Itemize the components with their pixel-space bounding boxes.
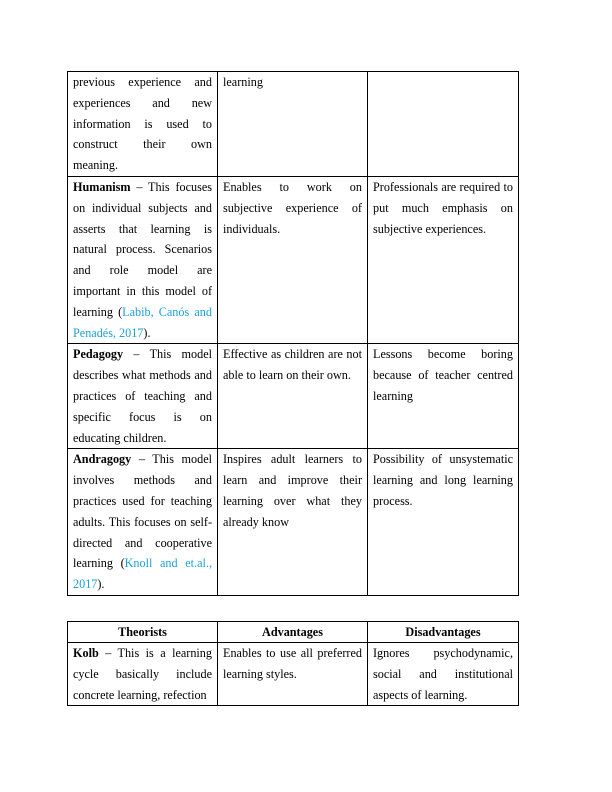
theorist-name: Kolb: [73, 646, 99, 660]
citation-link[interactable]: Knoll and et.al., 2017: [73, 556, 212, 592]
advantage-cell: Effective as children are not able to learn on their own.: [218, 344, 368, 449]
disadvantage-cell: [368, 72, 519, 177]
theory-cell: [68, 449, 218, 596]
theory-name: Andragogy: [73, 452, 132, 467]
theory-description: – This model involves methods and practices used for teaching adults. This focuses on self-directed and cooperative learning (: [73, 452, 212, 571]
advantage-cell: Inspires adult learners to learn and improve their learning over what they already know: [218, 449, 368, 596]
table-row: [68, 177, 519, 344]
disadvantage-cell: Possibility of unsystematic learning and long learning process.: [368, 449, 519, 596]
advantage-cell: Enables to work on subjective experience of individuals.: [218, 177, 368, 344]
header-disadvantages: Disadvantages: [368, 622, 519, 643]
advantage-cell: learning: [218, 72, 368, 177]
learning-theories-table: [67, 71, 519, 596]
advantage-cell: Enables to use all preferred learning styles.: [218, 643, 368, 706]
theory-cell: [68, 72, 218, 177]
table-row: [68, 344, 519, 449]
header-theorists: Theorists: [68, 622, 218, 643]
table-row: [68, 643, 519, 706]
theory-name: Pedagogy: [73, 347, 124, 362]
theory-description: – This focuses on individual subjects and asserts that learning is natural process. Scenarios and role model are important in this model of learning (: [73, 180, 212, 319]
table-header-row: [68, 622, 519, 643]
table-row: [68, 72, 519, 177]
table-row: [68, 449, 519, 596]
header-advantages: Advantages: [218, 622, 368, 643]
theory-cell: [68, 643, 218, 706]
theory-cell: [68, 177, 218, 344]
theory-cell: [68, 344, 218, 449]
disadvantage-cell: Ignores psychodynamic, social and institutional aspects of learning.: [368, 643, 519, 706]
citation-close: ).: [97, 577, 105, 592]
disadvantage-cell: Professionals are required to put much emphasis on subjective experiences.: [368, 177, 519, 344]
citation-close: ).: [143, 325, 151, 340]
disadvantage-cell: Lessons become boring because of teacher centred learning: [368, 344, 519, 449]
citation-link[interactable]: Labib, Canós and Penadés, 2017: [73, 304, 212, 340]
theory-name: Humanism: [73, 180, 131, 194]
theory-description: – This model describes what methods and practices of teaching and specific focus is on educating children.: [73, 347, 212, 445]
theorists-table: [67, 621, 519, 706]
theory-description: – This is a learning cycle basically include concrete learning, refection: [73, 646, 212, 702]
theory-description: previous experience and experiences and new information is used to construct their own meaning.: [73, 75, 212, 173]
